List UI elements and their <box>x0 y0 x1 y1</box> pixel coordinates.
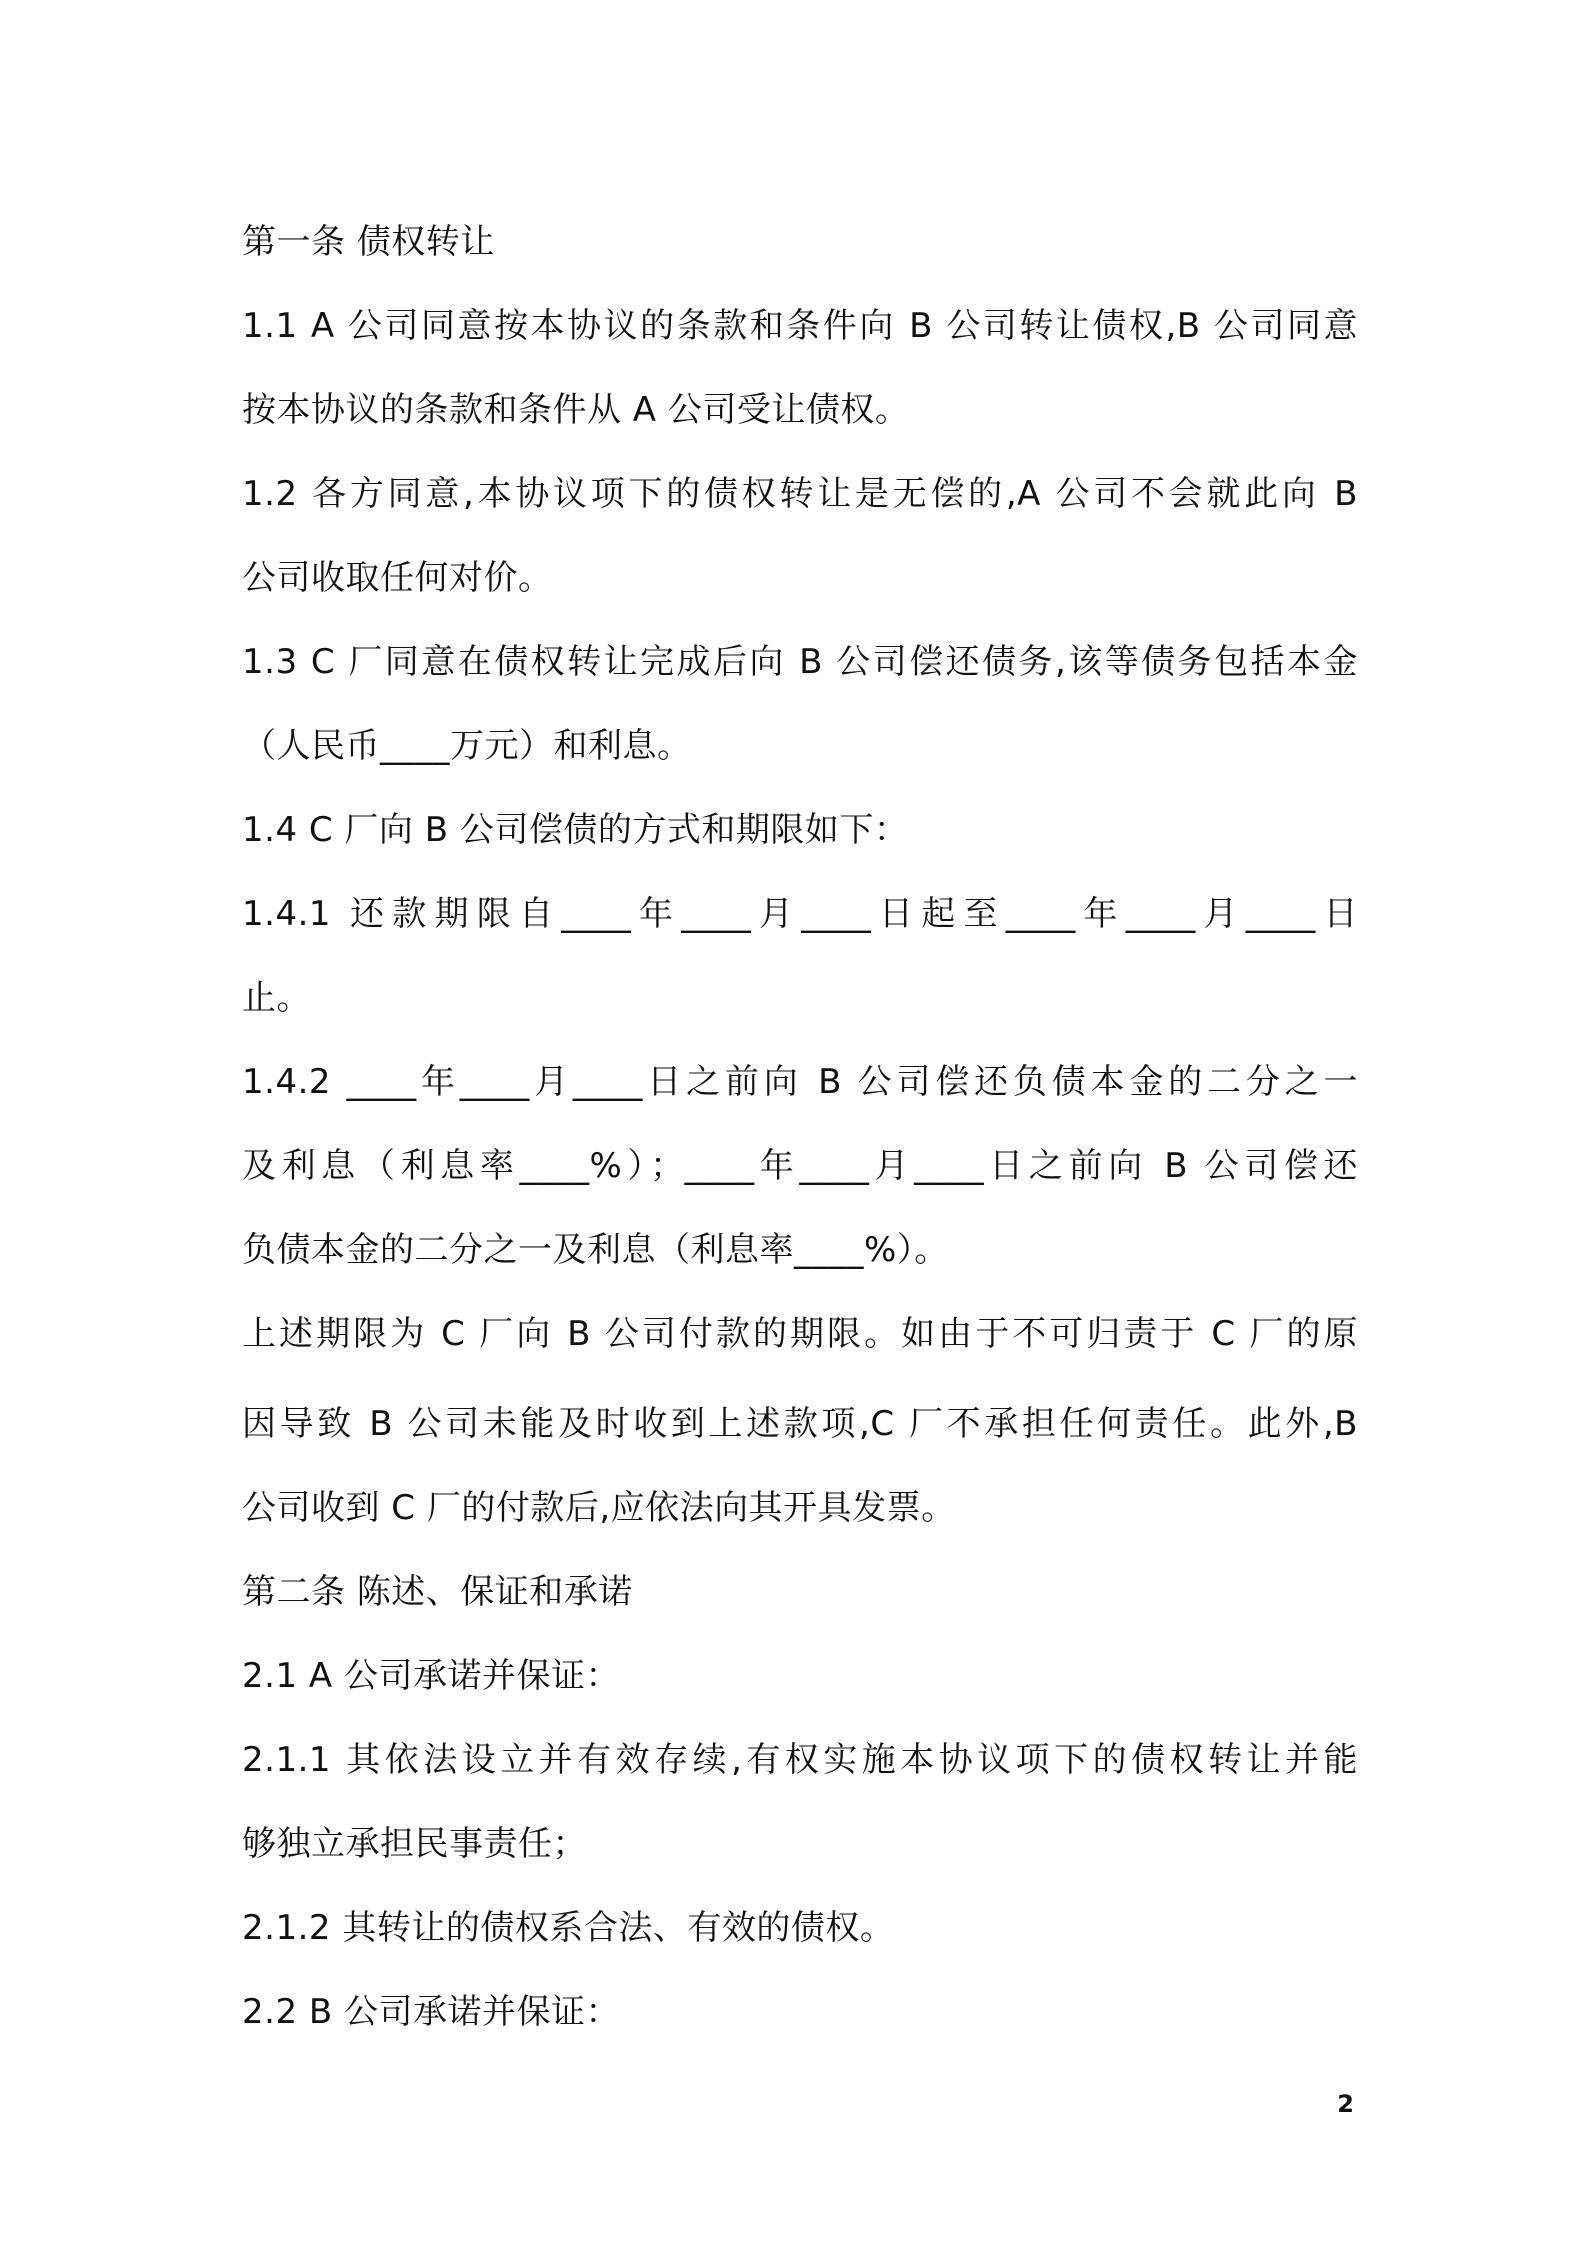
clause-2-1-2: 2.1.2 其转让的债权系合法、有效的债权。 <box>242 1908 895 1948</box>
page-number: 2 <box>1337 2090 1354 2118</box>
clause-1-2-line-1: 1.2 各方同意,本协议项下的债权转让是无偿的,A 公司不会就此向 B <box>242 474 1358 514</box>
clause-1-4-2-line-2: 及利息（利息率____%）；____年____月____日之前向 B 公司偿还 <box>242 1146 1358 1186</box>
clause-1-3-line-2: （人民币____万元）和利息。 <box>242 726 692 766</box>
clause-1-3-line-1: 1.3 C 厂同意在债权转让完成后向 B 公司偿还债务,该等债务包括本金 <box>242 642 1358 682</box>
clause-1-4-1-line-2: 止。 <box>242 978 311 1018</box>
clause-1-1-line-1: 1.1 A 公司同意按本协议的条款和条件向 B 公司转让债权,B 公司同意 <box>242 306 1358 346</box>
payment-note-line-1: 上述期限为 C 厂向 B 公司付款的期限。如由于不可归责于 C 厂的原 <box>242 1314 1358 1354</box>
clause-1-4-2-line-3: 负债本金的二分之一及利息（利息率____%）。 <box>242 1230 949 1270</box>
clause-1-2-line-2: 公司收取任何对价。 <box>242 558 553 598</box>
payment-note-line-2: 因导致 B 公司未能及时收到上述款项,C 厂不承担任何责任。此外,B <box>242 1404 1358 1444</box>
article-1-heading: 第一条 债权转让 <box>242 222 495 262</box>
document-body <box>242 200 1358 2054</box>
clause-2-2: 2.2 B 公司承诺并保证： <box>242 1992 621 2032</box>
clause-1-4-1-line-1: 1.4.1 还款期限自____年____月____日起至____年____月____日 <box>242 894 1358 934</box>
clause-1-4: 1.4 C 厂向 B 公司偿债的方式和期限如下： <box>242 810 909 850</box>
clause-2-1: 2.1 A 公司承诺并保证： <box>242 1656 620 1696</box>
clause-1-4-2-line-1: 1.4.2 ____年____月____日之前向 B 公司偿还负债本金的二分之一 <box>242 1062 1358 1102</box>
clause-2-1-1-line-2: 够独立承担民事责任； <box>242 1824 587 1864</box>
clause-1-1-line-2: 按本协议的条款和条件从 A 公司受让债权。 <box>242 390 910 430</box>
article-2-heading: 第二条 陈述、保证和承诺 <box>242 1572 633 1612</box>
payment-note-line-3: 公司收到 C 厂的付款后,应依法向其开具发票。 <box>242 1488 956 1528</box>
clause-2-1-1-line-1: 2.1.1 其依法设立并有效存续,有权实施本协议项下的债权转让并能 <box>242 1740 1358 1780</box>
